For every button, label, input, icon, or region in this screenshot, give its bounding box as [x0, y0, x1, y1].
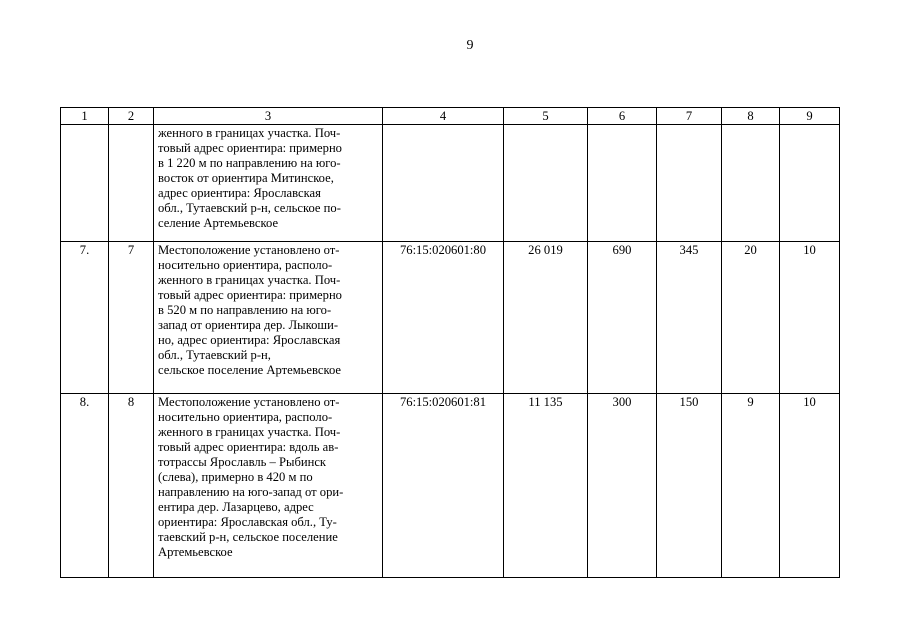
- description-line: женного в границах участка. Поч-: [158, 273, 341, 287]
- page-number: 9: [466, 38, 474, 53]
- column-8-value: 9: [722, 394, 780, 578]
- description-line: обл., Тутаевский р-н, сельское по-: [158, 201, 341, 215]
- table-row: [61, 242, 840, 394]
- column-7-value: [657, 125, 722, 242]
- description-line: носительно ориентира, располо-: [158, 258, 333, 272]
- description-line: адрес ориентира: Ярославская: [158, 186, 321, 200]
- column-9-value: 10: [780, 242, 840, 394]
- column-6-value: [588, 125, 657, 242]
- description-line: ориентира: Ярославская обл., Ту-: [158, 515, 337, 529]
- description-line: запад от ориентира дер. Лыкоши-: [158, 318, 339, 332]
- plot-number: [109, 125, 154, 242]
- description-line: таевский р-н, сельское поселение: [158, 530, 338, 544]
- cadastral-number: 76:15:020601:80: [383, 242, 504, 394]
- location-description: [154, 242, 383, 394]
- column-header-3: 3: [154, 108, 383, 125]
- land-plot-table: [60, 107, 840, 578]
- description-line: в 520 м по направлению на юго-: [158, 303, 332, 317]
- table-header-row: [61, 108, 840, 125]
- description-line: женного в границах участка. Поч-: [158, 425, 341, 439]
- column-header-1: 1: [61, 108, 109, 125]
- description-line: Местоположение установлено от-: [158, 395, 340, 409]
- description-line: селение Артемьевское: [158, 216, 279, 230]
- cadastral-number: 76:15:020601:81: [383, 394, 504, 578]
- column-9-value: [780, 125, 840, 242]
- column-7-value: 345: [657, 242, 722, 394]
- description-line: обл., Тутаевский р-н,: [158, 348, 271, 362]
- table-row: [61, 394, 840, 578]
- description-line: товый адрес ориентира: вдоль ав-: [158, 440, 339, 454]
- column-9-value: 10: [780, 394, 840, 578]
- area-value: [504, 125, 588, 242]
- description-line: ентира дер. Лазарцево, адрес: [158, 500, 314, 514]
- column-header-7: 7: [657, 108, 722, 125]
- description-line: товый адрес ориентира: примерно: [158, 141, 342, 155]
- description-line: Артемьевское: [158, 545, 233, 559]
- row-number: 7.: [61, 242, 109, 394]
- description-line: (слева), примерно в 420 м по: [158, 470, 313, 484]
- description-line: носительно ориентира, располо-: [158, 410, 333, 424]
- row-number: [61, 125, 109, 242]
- column-header-6: 6: [588, 108, 657, 125]
- column-6-value: 300: [588, 394, 657, 578]
- area-value: 11 135: [504, 394, 588, 578]
- column-8-value: [722, 125, 780, 242]
- column-7-value: 150: [657, 394, 722, 578]
- column-8-value: 20: [722, 242, 780, 394]
- column-header-5: 5: [504, 108, 588, 125]
- location-description: [154, 125, 383, 242]
- column-header-4: 4: [383, 108, 504, 125]
- column-6-value: 690: [588, 242, 657, 394]
- description-line: товый адрес ориентира: примерно: [158, 288, 342, 302]
- column-header-9: 9: [780, 108, 840, 125]
- column-header-2: 2: [109, 108, 154, 125]
- description-line: тотрассы Ярославль – Рыбинск: [158, 455, 327, 469]
- row-number: 8.: [61, 394, 109, 578]
- plot-number: 7: [109, 242, 154, 394]
- table-row: [61, 125, 840, 242]
- cadastral-number: [383, 125, 504, 242]
- area-value: 26 019: [504, 242, 588, 394]
- location-description: [154, 394, 383, 578]
- column-header-8: 8: [722, 108, 780, 125]
- plot-number: 8: [109, 394, 154, 578]
- description-line: восток от ориентира Митинское,: [158, 171, 334, 185]
- description-line: женного в границах участка. Поч-: [158, 126, 341, 140]
- description-line: направлению на юго-запад от ори-: [158, 485, 344, 499]
- description-line: в 1 220 м по направлению на юго-: [158, 156, 341, 170]
- description-line: но, адрес ориентира: Ярославская: [158, 333, 341, 347]
- description-line: сельское поселение Артемьевское: [158, 363, 341, 377]
- description-line: Местоположение установлено от-: [158, 243, 340, 257]
